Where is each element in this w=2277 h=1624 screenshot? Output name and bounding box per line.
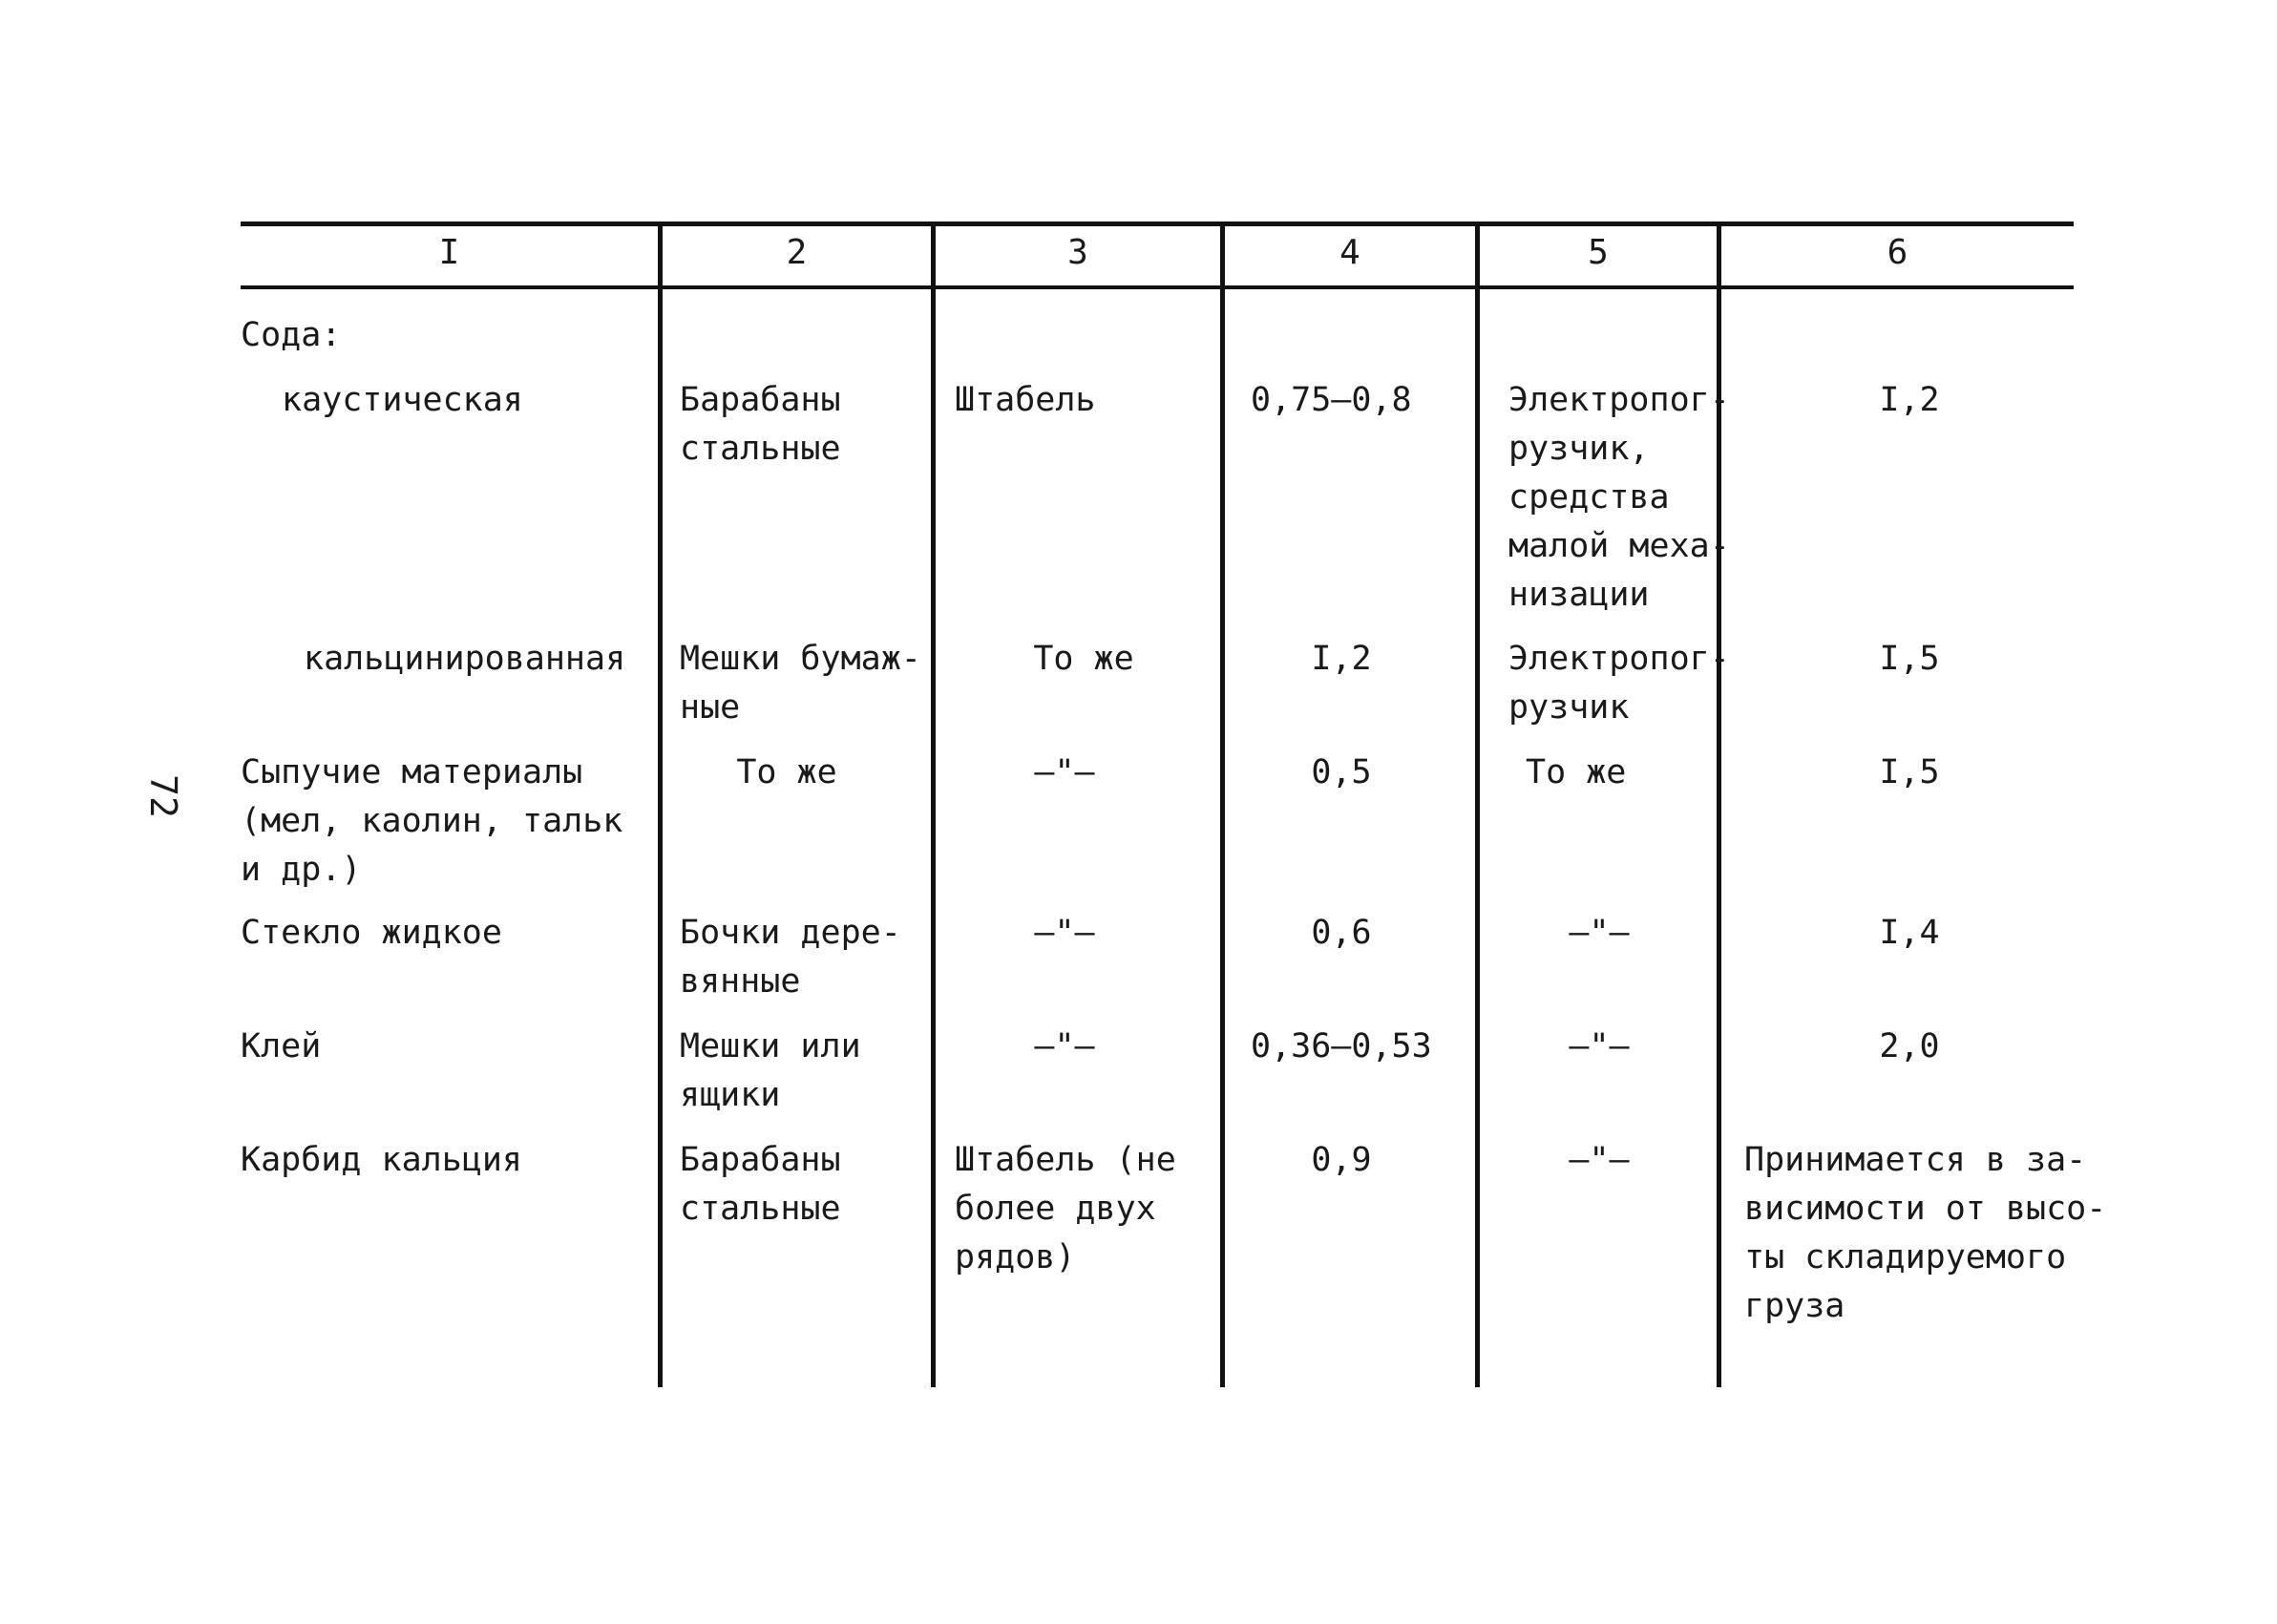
r3-value6: I,5 [1879, 753, 1940, 791]
r2-packaging: Мешки бумаж- ные [680, 640, 921, 727]
r4-value4: 0,6 [1311, 914, 1372, 952]
r5-value6: 2,0 [1879, 1027, 1940, 1065]
column-divider [931, 221, 936, 1387]
r6-value4: 0,9 [1311, 1141, 1372, 1179]
column-header-1: I [438, 233, 460, 272]
r2-value6: I,5 [1879, 640, 1940, 678]
r1-equipment: Электропог- рузчик, средства малой меха- низации [1508, 381, 1730, 614]
r4-material: Стекло жидкое [241, 914, 502, 952]
r2-value4: I,2 [1311, 640, 1372, 678]
r4-equipment: –"– [1569, 914, 1630, 952]
r6-equipment: –"– [1569, 1141, 1630, 1179]
r6-packaging: Барабаны стальные [680, 1141, 841, 1228]
r3-value4: 0,5 [1311, 753, 1372, 791]
r2-storage: То же [1033, 640, 1134, 678]
r3-equipment: То же [1526, 753, 1627, 791]
r5-equipment: –"– [1569, 1027, 1630, 1065]
r5-packaging: Мешки или ящики [680, 1027, 861, 1114]
column-header-3: 3 [1067, 233, 1088, 272]
column-header-6: 6 [1887, 233, 1908, 272]
column-header-2: 2 [786, 233, 808, 272]
r2-material: кальцинированная [304, 640, 626, 678]
r6-value6: Принимается в за- висимости от высо- ты складируемого груза [1744, 1141, 2107, 1325]
r1-value6: I,2 [1879, 381, 1940, 419]
group-heading-soda: Сода: [241, 316, 342, 354]
r1-packaging: Барабаны стальные [680, 381, 841, 468]
r5-value4: 0,36–0,53 [1251, 1027, 1432, 1065]
column-divider [1220, 221, 1225, 1387]
r4-packaging: Бочки дере- вянные [680, 914, 901, 1001]
r5-storage: –"– [1034, 1027, 1095, 1065]
column-divider [658, 221, 663, 1387]
r5-material: Клей [241, 1027, 322, 1065]
header-bottom-rule [241, 285, 2074, 289]
r1-storage: Штабель [955, 381, 1096, 419]
r1-value4: 0,75–0,8 [1251, 381, 1412, 419]
r6-storage: Штабель (не более двух рядов) [955, 1141, 1176, 1276]
column-divider [1475, 221, 1480, 1387]
r3-storage: –"– [1034, 753, 1095, 791]
r4-value6: I,4 [1879, 914, 1940, 952]
table-top-rule [241, 221, 2074, 226]
r3-material: Сыпучие материалы (мел, каолин, тальк и др.) [241, 753, 623, 889]
r2-equipment: Электропог- рузчик [1508, 640, 1730, 727]
column-header-4: 4 [1339, 233, 1360, 272]
r4-storage: –"– [1034, 914, 1095, 952]
r1-material: каустическая [282, 381, 523, 419]
r3-packaging: То же [736, 753, 837, 791]
column-header-5: 5 [1588, 233, 1609, 272]
page-number: 72 [141, 774, 184, 818]
r6-material: Карбид кальция [241, 1141, 523, 1179]
